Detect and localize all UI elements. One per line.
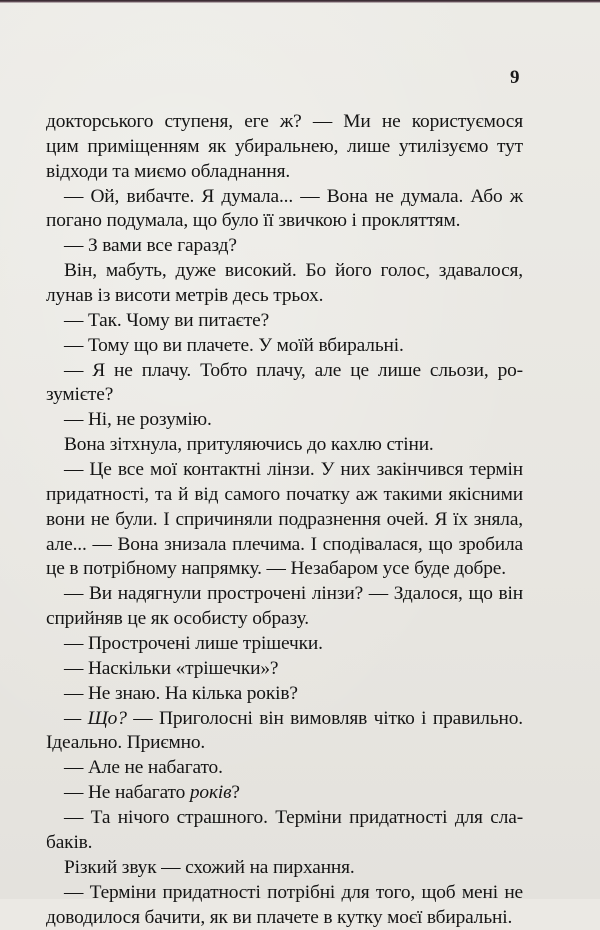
text-line xyxy=(46,259,523,284)
text-line xyxy=(46,284,523,309)
line-text-tail: ? xyxy=(231,782,239,803)
line-text: — Ой, вибачте. Я думала... — Вона не думала. Або ж xyxy=(64,186,523,207)
text-line xyxy=(46,582,523,607)
line-text: — Не знаю. На кілька років? xyxy=(64,683,298,704)
text-line xyxy=(46,856,523,881)
page-number: 9 xyxy=(510,67,520,89)
text-line xyxy=(46,433,523,458)
text-line xyxy=(46,756,523,781)
line-text: — Але не набагато. xyxy=(64,757,223,778)
text-line xyxy=(46,309,523,334)
text-line xyxy=(46,781,523,806)
line-text: — Приголосні він вимовляв чітко і правильно. xyxy=(127,708,523,729)
text-line xyxy=(46,334,523,359)
line-text: — Тому що ви плачете. У моїй вбиральні. xyxy=(64,335,404,356)
text-line xyxy=(46,209,523,234)
line-text: — Так. Чому ви питаєте? xyxy=(64,310,269,331)
line-text: цим приміщенням як убиральнею, лише утилізуємо тут xyxy=(46,136,523,157)
line-text: придатності, та й від самого початку аж такими якісними xyxy=(46,484,523,505)
text-line xyxy=(46,135,523,160)
line-text: — Це все мої контактні лінзи. У них закінчився термін xyxy=(64,459,523,480)
line-text: зумієте? xyxy=(46,384,113,405)
text-line xyxy=(46,185,523,210)
italic-emphasis: — Що? xyxy=(64,708,127,729)
line-text: Вона зітхнула, притуляючись до кахлю стіни. xyxy=(64,434,434,455)
text-line xyxy=(46,657,523,682)
text-line xyxy=(46,458,523,483)
text-line xyxy=(46,906,523,930)
text-line xyxy=(46,408,523,433)
line-text: — Та нічого страшного. Терміни придатності для сла- xyxy=(64,807,523,828)
text-line xyxy=(46,234,523,259)
italic-emphasis: років xyxy=(190,782,232,803)
line-text: погано подумала, що було її звичкою і прокляттям. xyxy=(46,210,460,231)
line-text: сприйняв це як особисту образу. xyxy=(46,608,309,629)
text-line xyxy=(46,607,523,632)
text-line xyxy=(46,383,523,408)
line-text: баків. xyxy=(46,832,92,853)
line-text: — Наскільки «трішечки»? xyxy=(64,658,278,679)
line-text: відходи та миємо обладнання. xyxy=(46,161,290,182)
line-text: вони не були. І спричиняли подразнення очей. Я їх зняла, xyxy=(46,509,523,530)
line-text: Він, мабуть, дуже високий. Бо його голос, здавалося, xyxy=(64,260,523,281)
text-line xyxy=(46,359,523,384)
text-line xyxy=(46,707,523,732)
line-text: — Не набагато xyxy=(64,782,190,803)
text-line xyxy=(46,160,523,185)
text-line xyxy=(46,483,523,508)
line-text: — Прострочені лише трішечки. xyxy=(64,633,323,654)
line-text: це в потрібному напрямку. — Незабаром усе буде добре. xyxy=(46,558,506,579)
line-text: Різкий звук — схожий на пирхання. xyxy=(64,857,355,878)
line-text: — Терміни придатності потрібні для того, щоб мені не xyxy=(64,882,523,903)
page-body-text xyxy=(46,110,523,930)
text-line xyxy=(46,632,523,657)
text-line xyxy=(46,831,523,856)
line-text: доводилося бачити, як ви плачете в кутку моєї вбиральні. xyxy=(46,907,512,928)
text-line xyxy=(46,557,523,582)
line-text: лунав із висоти метрів десь трьох. xyxy=(46,285,323,306)
line-text: — Ви надягнули прострочені лінзи? — Здалося, що він xyxy=(64,583,523,604)
line-text: — З вами все гаразд? xyxy=(64,235,237,256)
text-line xyxy=(46,881,523,906)
line-text: Ідеально. Приємно. xyxy=(46,732,205,753)
line-text: докторського ступеня, еге ж? — Ми не користуємося xyxy=(46,111,523,132)
line-text: — Я не плачу. Тобто плачу, але це лише сльози, ро- xyxy=(64,360,523,381)
text-line xyxy=(46,110,523,135)
line-text: але... — Вона знизала плечима. І сподівалася, що зробила xyxy=(46,534,523,555)
text-line xyxy=(46,533,523,558)
book-page xyxy=(0,3,600,899)
line-text: — Ні, не розумію. xyxy=(64,409,212,430)
text-line xyxy=(46,806,523,831)
text-line xyxy=(46,508,523,533)
text-line xyxy=(46,682,523,707)
text-line xyxy=(46,731,523,756)
